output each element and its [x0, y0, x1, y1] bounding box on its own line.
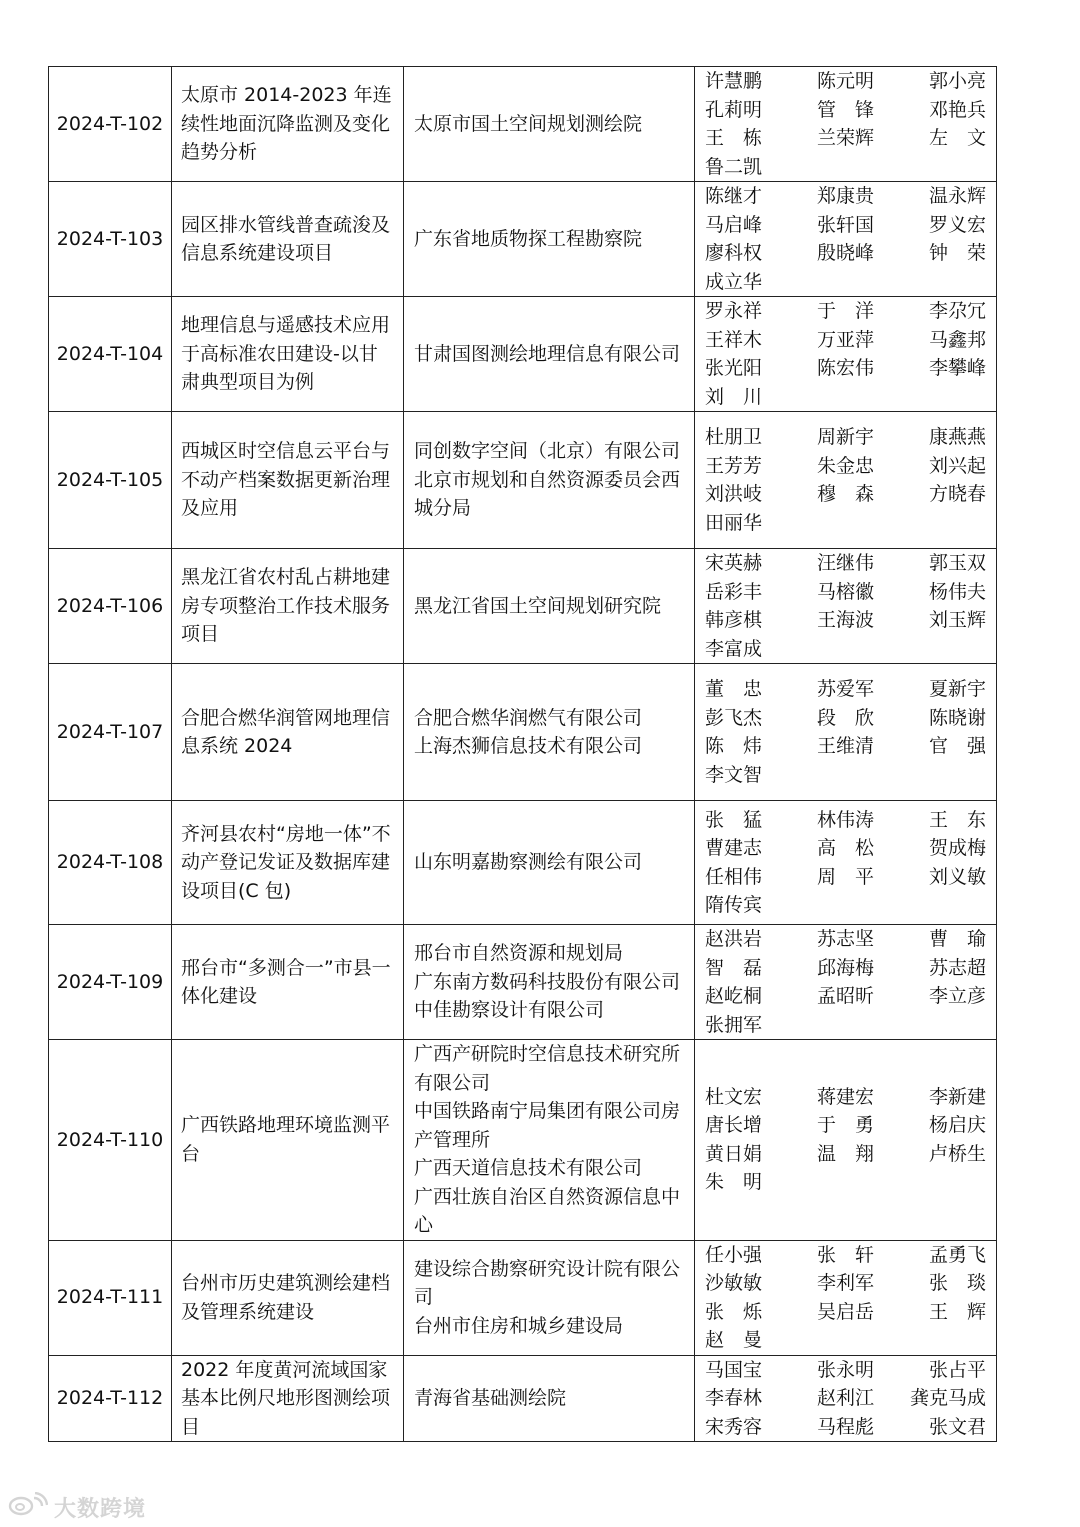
participant-name: 唐长增	[705, 1114, 763, 1137]
organization-name: 广西天道信息技术有限公司	[414, 1157, 643, 1179]
project-id: 2024-T-111	[49, 1240, 172, 1355]
project-name: 黑龙江省农村乱占耕地建房专项整治工作技术服务项目	[172, 549, 404, 664]
organization-name: 同创数字空间（北京）有限公司	[414, 440, 681, 463]
participants-cell	[695, 412, 997, 549]
project-id: 2024-T-102	[49, 67, 172, 182]
participant-name: 沙敏敏	[705, 1272, 763, 1294]
project-name: 太原市 2014-2023 年连续性地面沉降监测及变化趋势分析	[172, 67, 404, 182]
participant-name: 王 栋	[705, 127, 763, 149]
participant-name: 赵洪岩	[705, 928, 763, 950]
watermark	[8, 1490, 146, 1524]
project-name: 地理信息与遥感技术应用于高标准农田建设-以甘肃典型项目为例	[172, 297, 404, 412]
participant-name: 成立华	[705, 270, 763, 293]
table-row	[49, 549, 997, 664]
award-table	[48, 66, 997, 1442]
organization-cell	[404, 182, 695, 297]
participant-name: 田丽华	[705, 511, 763, 534]
participant-name: 刘 川	[705, 385, 763, 408]
participant-name: 许慧鹏	[705, 70, 763, 92]
participant-name: 张 烁	[705, 1300, 763, 1323]
participant-name: 智 磊	[705, 956, 763, 979]
participant-name: 马程彪	[816, 1415, 874, 1438]
participant-name: 马启峰	[705, 213, 763, 236]
participant-name: 杨伟夫	[928, 580, 986, 603]
organization-cell	[404, 412, 695, 549]
participant-name: 孟勇飞	[928, 1243, 986, 1266]
project-id: 2024-T-106	[49, 549, 172, 664]
participant-name: 任小强	[705, 1243, 763, 1266]
participant-name: 朱金忠	[816, 454, 874, 477]
participant-name: 杨启庆	[928, 1114, 986, 1137]
participant-name: 孟昭昕	[816, 985, 874, 1007]
participant-name: 郭小亮	[928, 70, 986, 92]
participant-name: 温永辉	[928, 185, 986, 207]
organization-name: 山东明嘉勘察测绘有限公司	[414, 851, 643, 874]
participant-name: 罗义宏	[928, 213, 986, 236]
participants-cell	[695, 1240, 997, 1355]
participant-name: 郭玉双	[928, 552, 986, 574]
participant-name: 龚克马成	[909, 1387, 986, 1409]
participant-name: 彭飞杰	[705, 706, 763, 729]
participant-name: 夏新宇	[928, 678, 986, 700]
organization-name: 邢台市自然资源和规划局	[414, 942, 624, 965]
participant-name: 张 轩	[816, 1243, 874, 1266]
participant-name: 周 平	[816, 865, 874, 888]
organization-cell	[404, 801, 695, 925]
participant-name: 李尕冗	[928, 300, 986, 322]
organization-name: 北京市规划和自然资源委员会西城分局	[414, 468, 681, 520]
project-id: 2024-T-112	[49, 1355, 172, 1442]
participant-name: 董 忠	[705, 678, 763, 700]
project-id: 2024-T-105	[49, 412, 172, 549]
participant-name: 陈宏伟	[816, 357, 874, 379]
organization-cell	[404, 297, 695, 412]
project-id: 2024-T-108	[49, 801, 172, 925]
watermark-text: 大数跨境	[54, 1496, 147, 1522]
organization-cell	[404, 664, 695, 801]
organization-cell	[404, 1240, 695, 1355]
participant-name: 陈继才	[705, 185, 763, 207]
project-name: 合肥合燃华润管网地理信息系统 2024	[172, 664, 404, 801]
participant-name: 曹 瑜	[928, 928, 986, 950]
participant-name: 张 猛	[705, 808, 763, 831]
participant-name: 李攀峰	[928, 357, 986, 379]
project-name: 西城区时空信息云平台与不动产档案数据更新治理及应用	[172, 412, 404, 549]
participant-name: 王芳芳	[705, 454, 763, 477]
participant-name: 杜文宏	[705, 1085, 763, 1108]
participant-name: 赵 曼	[705, 1329, 763, 1351]
participant-name: 段 欣	[816, 706, 874, 729]
organization-name: 广西产研院时空信息技术研究所有限公司	[414, 1043, 681, 1094]
participant-name: 邓艳兵	[928, 98, 986, 121]
participants-grid	[705, 1241, 986, 1355]
participants-grid	[705, 67, 986, 181]
participant-name: 马国宝	[705, 1358, 763, 1381]
participant-name: 赵屹桐	[705, 985, 763, 1007]
participant-name: 高 松	[816, 837, 874, 859]
organization-name: 中国铁路南宁局集团有限公司房产管理所	[414, 1100, 681, 1151]
participant-name: 郑康贵	[816, 185, 874, 207]
project-name: 台州市历史建筑测绘建档及管理系统建设	[172, 1240, 404, 1355]
participant-name: 王祥木	[705, 328, 763, 351]
project-name: 广西铁路地理环境监测平台	[172, 1040, 404, 1241]
participant-name: 林伟涛	[816, 808, 874, 831]
participant-name: 黄日娟	[705, 1142, 763, 1165]
organization-name: 广东省地质物探工程勘察院	[414, 227, 643, 250]
participant-name: 任相伟	[705, 865, 763, 888]
participants-cell	[695, 664, 997, 801]
participant-name: 罗永祥	[705, 300, 763, 322]
participant-name: 韩彦棋	[705, 609, 763, 631]
table-body	[49, 67, 997, 1442]
participant-name: 廖科权	[705, 242, 763, 264]
participant-name: 左 文	[928, 127, 986, 149]
participant-name: 苏爱军	[816, 678, 874, 700]
participant-name: 刘洪岐	[705, 483, 763, 505]
participant-name: 于 勇	[816, 1114, 874, 1137]
participant-name: 隋传宾	[705, 894, 763, 916]
participant-name: 于 洋	[816, 300, 874, 322]
participants-grid	[705, 1356, 986, 1442]
participants-grid	[705, 675, 986, 789]
project-id: 2024-T-103	[49, 182, 172, 297]
table-row	[49, 1355, 997, 1442]
participant-name: 穆 森	[816, 483, 874, 505]
project-name: 园区排水管线普查疏浚及信息系统建设项目	[172, 182, 404, 297]
participant-name: 曹建志	[705, 837, 763, 859]
participant-name: 邱海梅	[816, 956, 874, 979]
weibo-logo-icon	[8, 1492, 48, 1522]
table-row	[49, 1240, 997, 1355]
participant-name: 张拥军	[705, 1013, 763, 1036]
organization-name: 建设综合勘察研究设计院有限公司	[414, 1257, 681, 1309]
participants-cell	[695, 801, 997, 925]
project-id: 2024-T-104	[49, 297, 172, 412]
participant-name: 张轩国	[816, 213, 874, 236]
organization-name: 中佳勘察设计有限公司	[414, 999, 605, 1022]
participant-name: 汪继伟	[816, 552, 874, 574]
participant-name: 刘兴起	[928, 454, 986, 477]
participant-name: 陈元明	[816, 70, 874, 92]
participant-name: 管 锋	[816, 98, 874, 121]
participant-name: 张文君	[928, 1415, 986, 1438]
participant-name: 张占平	[928, 1358, 986, 1381]
organization-cell	[404, 925, 695, 1040]
organization-cell	[404, 67, 695, 182]
participant-name: 吴启岳	[816, 1300, 874, 1323]
participant-name: 方晓春	[928, 483, 986, 505]
participant-name: 温 翔	[816, 1142, 874, 1165]
participant-name: 朱 明	[705, 1171, 763, 1194]
participant-name: 杜朋卫	[705, 426, 763, 448]
participant-name: 马榕徽	[816, 580, 874, 603]
participants-cell	[695, 182, 997, 297]
project-id: 2024-T-107	[49, 664, 172, 801]
participant-name: 李利军	[816, 1272, 874, 1294]
table-row	[49, 1040, 997, 1241]
organization-name: 甘肃国图测绘地理信息有限公司	[414, 342, 681, 365]
participant-name: 岳彩丰	[705, 580, 763, 603]
participant-name: 王维清	[816, 735, 874, 757]
participant-name: 殷晓峰	[816, 242, 874, 264]
participant-name: 王 辉	[928, 1300, 986, 1323]
organization-name: 上海杰狮信息技术有限公司	[414, 735, 643, 757]
table-row	[49, 182, 997, 297]
participant-name: 张 琰	[928, 1272, 986, 1294]
participants-grid	[705, 549, 986, 663]
participant-name: 周新宇	[816, 426, 874, 448]
participants-cell	[695, 549, 997, 664]
participants-grid	[705, 297, 986, 411]
participant-name: 钟 荣	[928, 242, 986, 264]
participant-name: 李富成	[705, 637, 763, 660]
participant-name: 陈 炜	[705, 735, 763, 757]
participants-grid	[705, 423, 986, 537]
participant-name: 刘义敏	[928, 865, 986, 888]
participant-name: 刘玉辉	[928, 609, 986, 631]
participant-name: 宋英赫	[705, 552, 763, 574]
project-id: 2024-T-109	[49, 925, 172, 1040]
organization-name: 广西壮族自治区自然资源信息中心	[414, 1185, 681, 1236]
participant-name: 李新建	[928, 1085, 986, 1108]
organization-cell	[404, 549, 695, 664]
table-row	[49, 925, 997, 1040]
participants-cell	[695, 925, 997, 1040]
project-name: 邢台市“多测合一”市县一体化建设	[172, 925, 404, 1040]
participant-name: 王 东	[928, 808, 986, 831]
participant-name: 官 强	[928, 735, 986, 757]
organization-name: 太原市国土空间规划测绘院	[414, 112, 643, 135]
participants-grid	[705, 1083, 986, 1197]
organization-name: 台州市住房和城乡建设局	[414, 1314, 624, 1337]
organization-cell	[404, 1040, 695, 1241]
project-id: 2024-T-110	[49, 1040, 172, 1241]
table-row	[49, 297, 997, 412]
table-row	[49, 664, 997, 801]
participants-grid	[705, 925, 986, 1039]
participant-name: 王海波	[816, 609, 874, 631]
participants-cell	[695, 1040, 997, 1241]
organization-cell	[404, 1355, 695, 1442]
participant-name: 孔莉明	[705, 98, 763, 121]
participant-name: 鲁二凯	[705, 155, 763, 178]
participant-name: 万亚萍	[816, 328, 874, 351]
project-name: 2022 年度黄河流域国家基本比例尺地形图测绘项目	[172, 1355, 404, 1442]
participants-cell	[695, 67, 997, 182]
participant-name: 马鑫邦	[928, 328, 986, 351]
participant-name: 蒋建宏	[816, 1085, 874, 1108]
participants-cell	[695, 1355, 997, 1442]
participant-name: 陈晓谢	[928, 706, 986, 729]
participant-name: 宋秀容	[705, 1415, 763, 1438]
participant-name: 兰荣辉	[816, 127, 874, 149]
table-row	[49, 801, 997, 925]
participants-grid	[705, 182, 986, 296]
organization-name: 合肥合燃华润燃气有限公司	[414, 706, 643, 729]
participant-name: 张永明	[816, 1358, 874, 1381]
table-row	[49, 67, 997, 182]
participants-cell	[695, 297, 997, 412]
participant-name: 李春林	[705, 1387, 763, 1409]
participants-grid	[705, 806, 986, 920]
participant-name: 李文智	[705, 763, 763, 786]
organization-name: 广东南方数码科技股份有限公司	[414, 970, 681, 993]
table-row	[49, 412, 997, 549]
participant-name: 赵利江	[816, 1387, 874, 1409]
participant-name: 张光阳	[705, 357, 763, 379]
project-name: 齐河县农村“房地一体”不动产登记发证及数据库建设项目(C 包)	[172, 801, 404, 925]
participant-name: 苏志超	[928, 956, 986, 979]
participant-name: 康燕燕	[928, 426, 986, 448]
participant-name: 苏志坚	[816, 928, 874, 950]
participant-name: 李立彦	[928, 985, 986, 1007]
participant-name: 贺成梅	[928, 837, 986, 859]
organization-name: 黑龙江省国土空间规划研究院	[414, 594, 662, 617]
organization-name: 青海省基础测绘院	[414, 1387, 567, 1409]
participant-name: 卢桥生	[928, 1142, 986, 1165]
